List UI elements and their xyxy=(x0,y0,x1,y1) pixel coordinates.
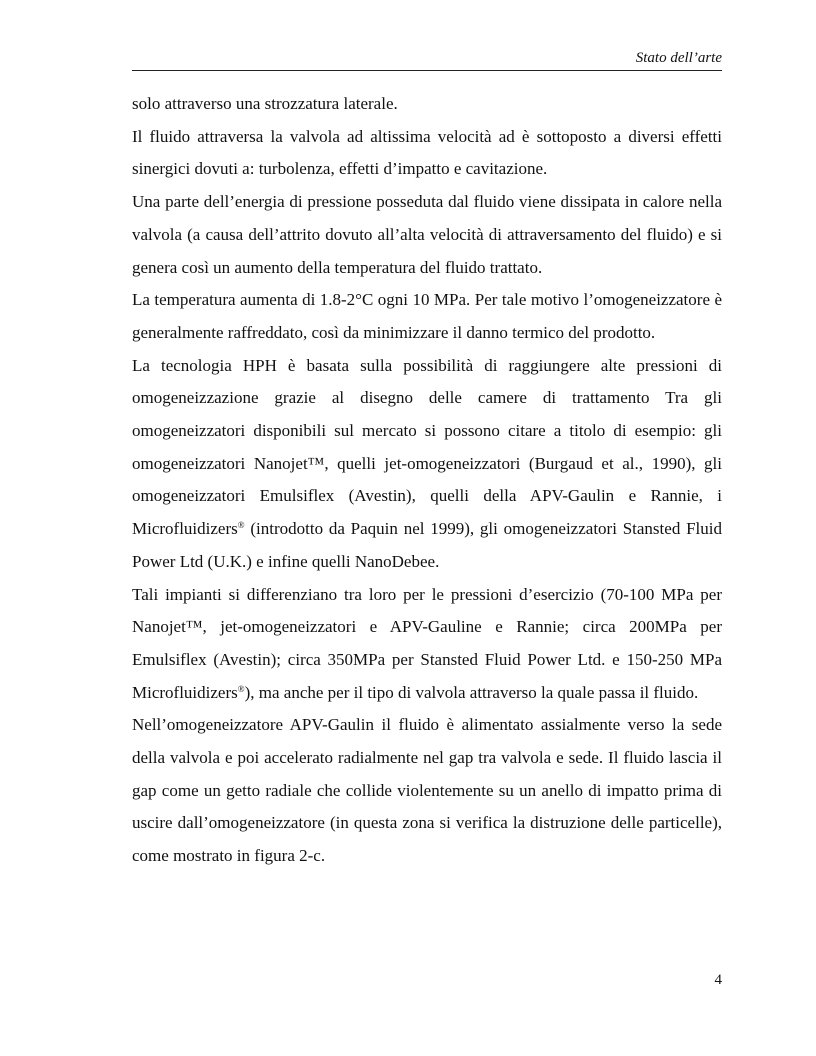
paragraph xyxy=(132,284,722,349)
paragraph xyxy=(132,709,722,873)
paragraph-text: La temperatura aumenta di 1.8-2°C ogni 10 MPa. Per tale motivo l’omogeneizzatore è generalmente raffreddato, così da minimizzare il danno termico del prodotto. xyxy=(132,290,722,342)
paragraph-text: (introdotto da Paquin nel 1999), gli omogeneizzatori Stansted Fluid Power Ltd (U.K.) e infine quelli NanoDebee. xyxy=(132,519,722,571)
paragraph xyxy=(132,350,722,579)
paragraph xyxy=(132,186,722,284)
page-number: 4 xyxy=(714,972,722,988)
running-header xyxy=(132,48,722,71)
paragraph xyxy=(132,121,722,186)
header-title: Stato dell’arte xyxy=(635,50,722,66)
paragraph xyxy=(132,88,722,121)
body-text xyxy=(132,88,722,873)
paragraph-text: ), ma anche per il tipo di valvola attraverso la quale passa il fluido. xyxy=(244,682,699,702)
paragraph-text: Tali impianti si differenziano tra loro per le pressioni d’esercizio (70-100 MPa per Nanojet™, jet-omogeneizzatori e APV-Gauline e Rannie; circa 200MPa per Emulsiflex (Avestin); circa 350MPa per Stansted Fluid Power Ltd. e 150-250 MPa Microfluidizers xyxy=(132,584,722,702)
paragraph-text: La tecnologia HPH è basata sulla possibilità di raggiungere alte pressioni di omogeneizzazione grazie al disegno delle camere di trattamento Tra gli omogeneizzatori disponibili sul mercato si possono citare a titolo di esempio: gli omogeneizzatori Nanojet™, quelli jet-omogeneizzatori (Burgaud et al., 1990), gli omogeneizzatori Emulsiflex (Avestin), quelli della APV-Gaulin e Rannie, i Microfluidizers xyxy=(132,355,722,539)
paragraph-text: Una parte dell’energia di pressione posseduta dal fluido viene dissipata in calore nella valvola (a causa dell’attrito dovuto all’alta velocità di attraversamento del fluido) e si genera così un aumento della temperatura del fluido trattato. xyxy=(132,192,722,277)
paragraph xyxy=(132,579,722,710)
registered-mark: ® xyxy=(237,683,245,694)
paragraph-text: Nell’omogeneizzatore APV-Gaulin il fluido è alimentato assialmente verso la sede della valvola e poi accelerato radialmente nel gap tra valvola e sede. Il fluido lascia il gap come un getto radiale che collide violentemente su un anello di impatto prima di uscire dall’omogeneizzatore (in questa zona si verifica la distruzione delle particelle), come mostrato in figura 2-c. xyxy=(132,715,722,866)
paragraph-text: Il fluido attraversa la valvola ad altissima velocità ad è sottoposto a diversi effetti sinergici dovuti a: turbolenza, effetti d’impatto e cavitazione. xyxy=(132,126,722,179)
paragraph-text: solo attraverso una strozzatura laterale. xyxy=(132,94,398,113)
registered-mark: ® xyxy=(237,520,245,531)
